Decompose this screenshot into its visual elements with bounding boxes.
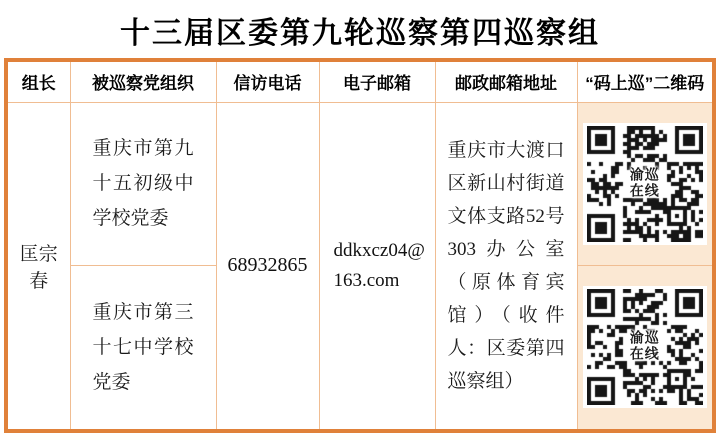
organization-cell-2 bbox=[70, 265, 216, 431]
email-address: ddkxcz04@163.com bbox=[333, 239, 425, 291]
organization-name: 重庆市第九十五初级中学校党委 bbox=[92, 138, 194, 229]
postal-address: 重庆市大渡口区新山村街道文体支路52号303办公室（原体育宾馆）（收件人：区委第四巡察组） bbox=[447, 139, 565, 392]
qr-label-line2: 在线 bbox=[629, 182, 660, 199]
leader-name-cell: 匡宗春 bbox=[6, 102, 70, 431]
qr-label-line1: 渝巡 bbox=[629, 329, 660, 346]
phone-cell: 68932865 bbox=[216, 102, 319, 431]
qr-label-line1: 渝巡 bbox=[629, 166, 660, 183]
qr-cell-2 bbox=[577, 265, 714, 431]
qr-label-line2: 在线 bbox=[629, 345, 660, 362]
table-row bbox=[6, 102, 714, 265]
organization-name: 重庆市第三十七中学校党委 bbox=[92, 301, 194, 393]
qr-center-label bbox=[630, 330, 660, 362]
qr-cell-1 bbox=[577, 102, 714, 265]
postal-address-cell bbox=[435, 102, 577, 431]
header-phone: 信访电话 bbox=[216, 60, 319, 102]
header-email: 电子邮箱 bbox=[319, 60, 435, 102]
header-leader: 组长 bbox=[6, 60, 70, 102]
qr-card bbox=[583, 286, 707, 408]
header-organization: 被巡察党组织 bbox=[70, 60, 216, 102]
qr-center-label bbox=[630, 166, 660, 198]
table-header-row bbox=[6, 60, 714, 102]
email-cell bbox=[319, 102, 435, 431]
page-title: 十三届区委第九轮巡察第四巡察组 bbox=[120, 17, 600, 50]
qr-card bbox=[583, 123, 707, 245]
inspection-table bbox=[4, 58, 716, 433]
organization-cell-1 bbox=[70, 102, 216, 265]
header-qr-code: “码上巡”二维码 bbox=[577, 60, 714, 102]
header-postal-address: 邮政邮箱地址 bbox=[435, 60, 577, 102]
